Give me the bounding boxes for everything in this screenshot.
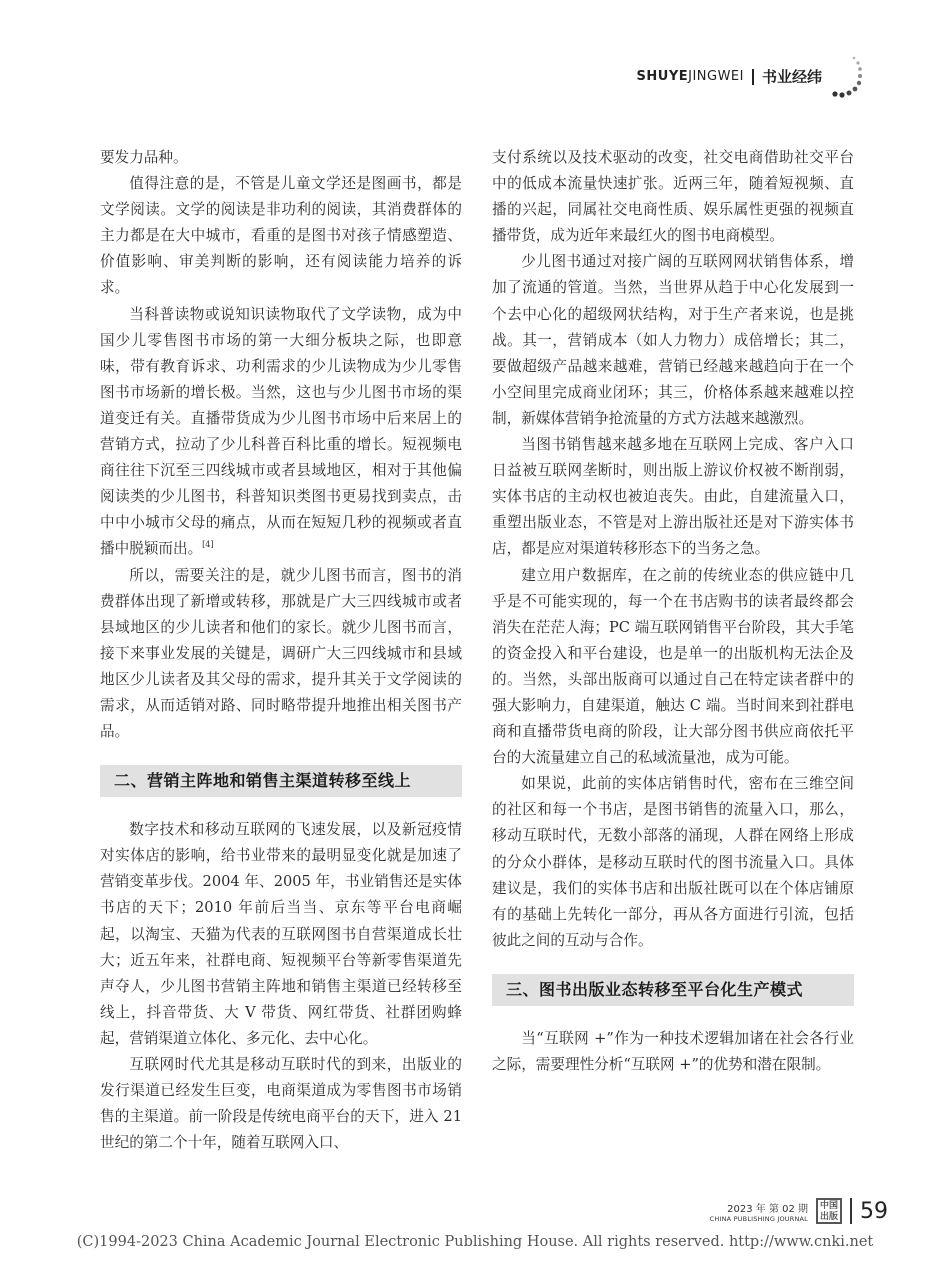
running-header: [637, 66, 822, 87]
paragraph: 建立用户数据库，在之前的传统业态的供应链中几乎是不可能实现的，每一个在书店购书的读者最终都会消失在茫茫人海；PC 端互联网销售平台阶段，其大手笔的资金投入和平台建设，也是单一的出版机构无法企及的。当然，头部出版商可以通过自己在特定读者群中的强大影响力，自建渠道，触达 C 端。当时间来到社群电商和直播带货电商的阶段，让大部分图书供应商依托平台的大流量建立自己的私域流量池，成为可能。: [492, 566, 854, 767]
left-column: [100, 145, 462, 1156]
header-brand-light: JINGWEI: [688, 69, 744, 84]
copyright-notice: (C)1994-2023 China Academic Journal Electronic Publishing House. All rights reserved. http://www.cnki.net: [76, 1234, 874, 1250]
decorative-dots-icon: [824, 52, 864, 100]
paragraph: [100, 302, 462, 563]
paragraph: 互联网时代尤其是移动互联时代的到来，出版业的发行渠道已经发生巨变，电商渠道成为零售图书市场销售的主渠道。前一阶段是传统电商平台的天下，进入 21 世纪的第二个十年，随着互联网入口、: [100, 1056, 462, 1152]
issue-number: 2023 年 第 02 期: [727, 1203, 808, 1215]
journal-logo: 中国出版: [816, 1198, 842, 1224]
right-column: [492, 145, 854, 1078]
journal-name: CHINA PUBLISHING JOURNAL: [709, 1214, 808, 1223]
page-number: 59: [860, 1198, 888, 1224]
paragraph: 少儿图书通过对接广阔的互联网网状销售体系，增加了流通的管道。当然，当世界从趋于中心化发展到一个去中心化的超级网状结构，对于生产者来说，也是挑战。其一，营销成本（如人力物力）成倍增长；其二，要做超级产品越来越难，营销已经越来越趋向于在一个小空间里完成商业闭环；其三，价格体系越来越难以控制，新媒体营销争抢流量的方式方法越来越激烈。: [492, 253, 854, 427]
paragraph-text: 当科普读物或说知识读物取代了文学读物，成为中国少儿零售图书市场的第一大细分板块之际，也即意味，带有教育诉求、功利需求的少儿读物成为少儿零售图书市场新的增长极。当然，这也与少儿图书市场的渠道变迁有关。直播带货成为少儿图书市场中后来居上的营销方式，拉动了少儿科普百科比重的增长。短视频电商往往下沉至三四线城市或者县域地区，相对于其他偏阅读类的少儿图书，科普知识类图书更易找到卖点，击中中小城市父母的痛点，从而在短短几秒的视频或者直播中脱颖而出。: [100, 305, 462, 558]
paragraph: 如果说，此前的实体店销售时代，密布在三维空间的社区和每一个书店，是图书销售的流量入口，那么，移动互联时代，无数小部落的涌现，人群在网络上形成的分众小群体，是移动互联时代的图书流量入口。具体建议是，我们的实体书店和出版社既可以在个体店铺原有的基础上先转化一部分，再从各方面进行引流，包括彼此之间的互动与合作。: [492, 775, 854, 949]
paragraph: 支付系统以及技术驱动的改变，社交电商借助社交平台中的低成本流量快速扩张。近两三年，随着短视频、直播的兴起，同属社交电商性质、娱乐属性更强的视频直播带货，成为近年来最红火的图书电商模型。: [492, 149, 854, 245]
section-heading: 二、营销主阵地和销售主渠道转移至线上: [100, 765, 462, 797]
footer-divider: [850, 1198, 852, 1224]
paragraph: 数字技术和移动互联网的飞速发展，以及新冠疫情对实体店的影响，给书业带来的最明显变化就是加速了营销变革步伐。2004 年、2005 年，书业销售还是实体书店的天下；2010 年前后当当、京东等平台电商崛起，以淘宝、天猫为代表的互联网图书自营渠道成长壮大；近五年来，社群电商、短视频平台等新零售渠道先声夺人，少儿图书营销主阵地和销售主渠道已经转移至线上，抖音带货、大 V 带货、网红带货、社群团购蜂起，营销渠道立体化、多元化、去中心化。: [100, 821, 462, 1047]
paragraph: 所以，需要关注的是，就少儿图书而言，图书的消费群体出现了新增或转移，那就是广大三四线城市或者县域地区的少儿读者和他们的家长。就少儿图书而言，接下来事业发展的关键是，调研广大三四线城市和县域地区少儿读者及其父母的需求，提升其关于文学阅读的需求，从而适销对路、同时略带提升地推出相关图书产品。: [100, 566, 462, 741]
paragraph: 当“互联网 +”作为一种技术逻辑加诸在社会各行业之际，需要理性分析“互联网 +”的优势和潜在限制。: [492, 1029, 854, 1073]
paragraph: 要发力品种。: [100, 149, 188, 166]
header-brand-cn: 书业经纬: [761, 68, 822, 86]
header-brand-bold: SHUYE: [636, 69, 689, 84]
paragraph: 值得注意的是，不管是儿童文学还是图画书，都是文学阅读。文学的阅读是非功利的阅读，其消费群体的主力都是在大中城市，看重的是图书对孩子情感塑造、价值影响、审美判断的影响，还有阅读能力培养的诉求。: [100, 175, 462, 297]
issue-info: [710, 1200, 808, 1223]
paragraph: 当图书销售越来越多地在互联网上完成、客户入口日益被互联网垄断时，则出版上游议价权被不断削弱，实体书店的主动权也被迫丧失。由此，自建流量入口，重塑出版业态，不管是对上游出版社还是对下游实体书店，都是应对渠道转移形态下的当务之急。: [492, 436, 854, 558]
header-separator: [752, 69, 754, 85]
page-footer: [710, 1198, 888, 1224]
reference-mark: [4]: [202, 540, 214, 550]
section-heading: 三、图书出版业态转移至平台化生产模式: [492, 974, 854, 1006]
